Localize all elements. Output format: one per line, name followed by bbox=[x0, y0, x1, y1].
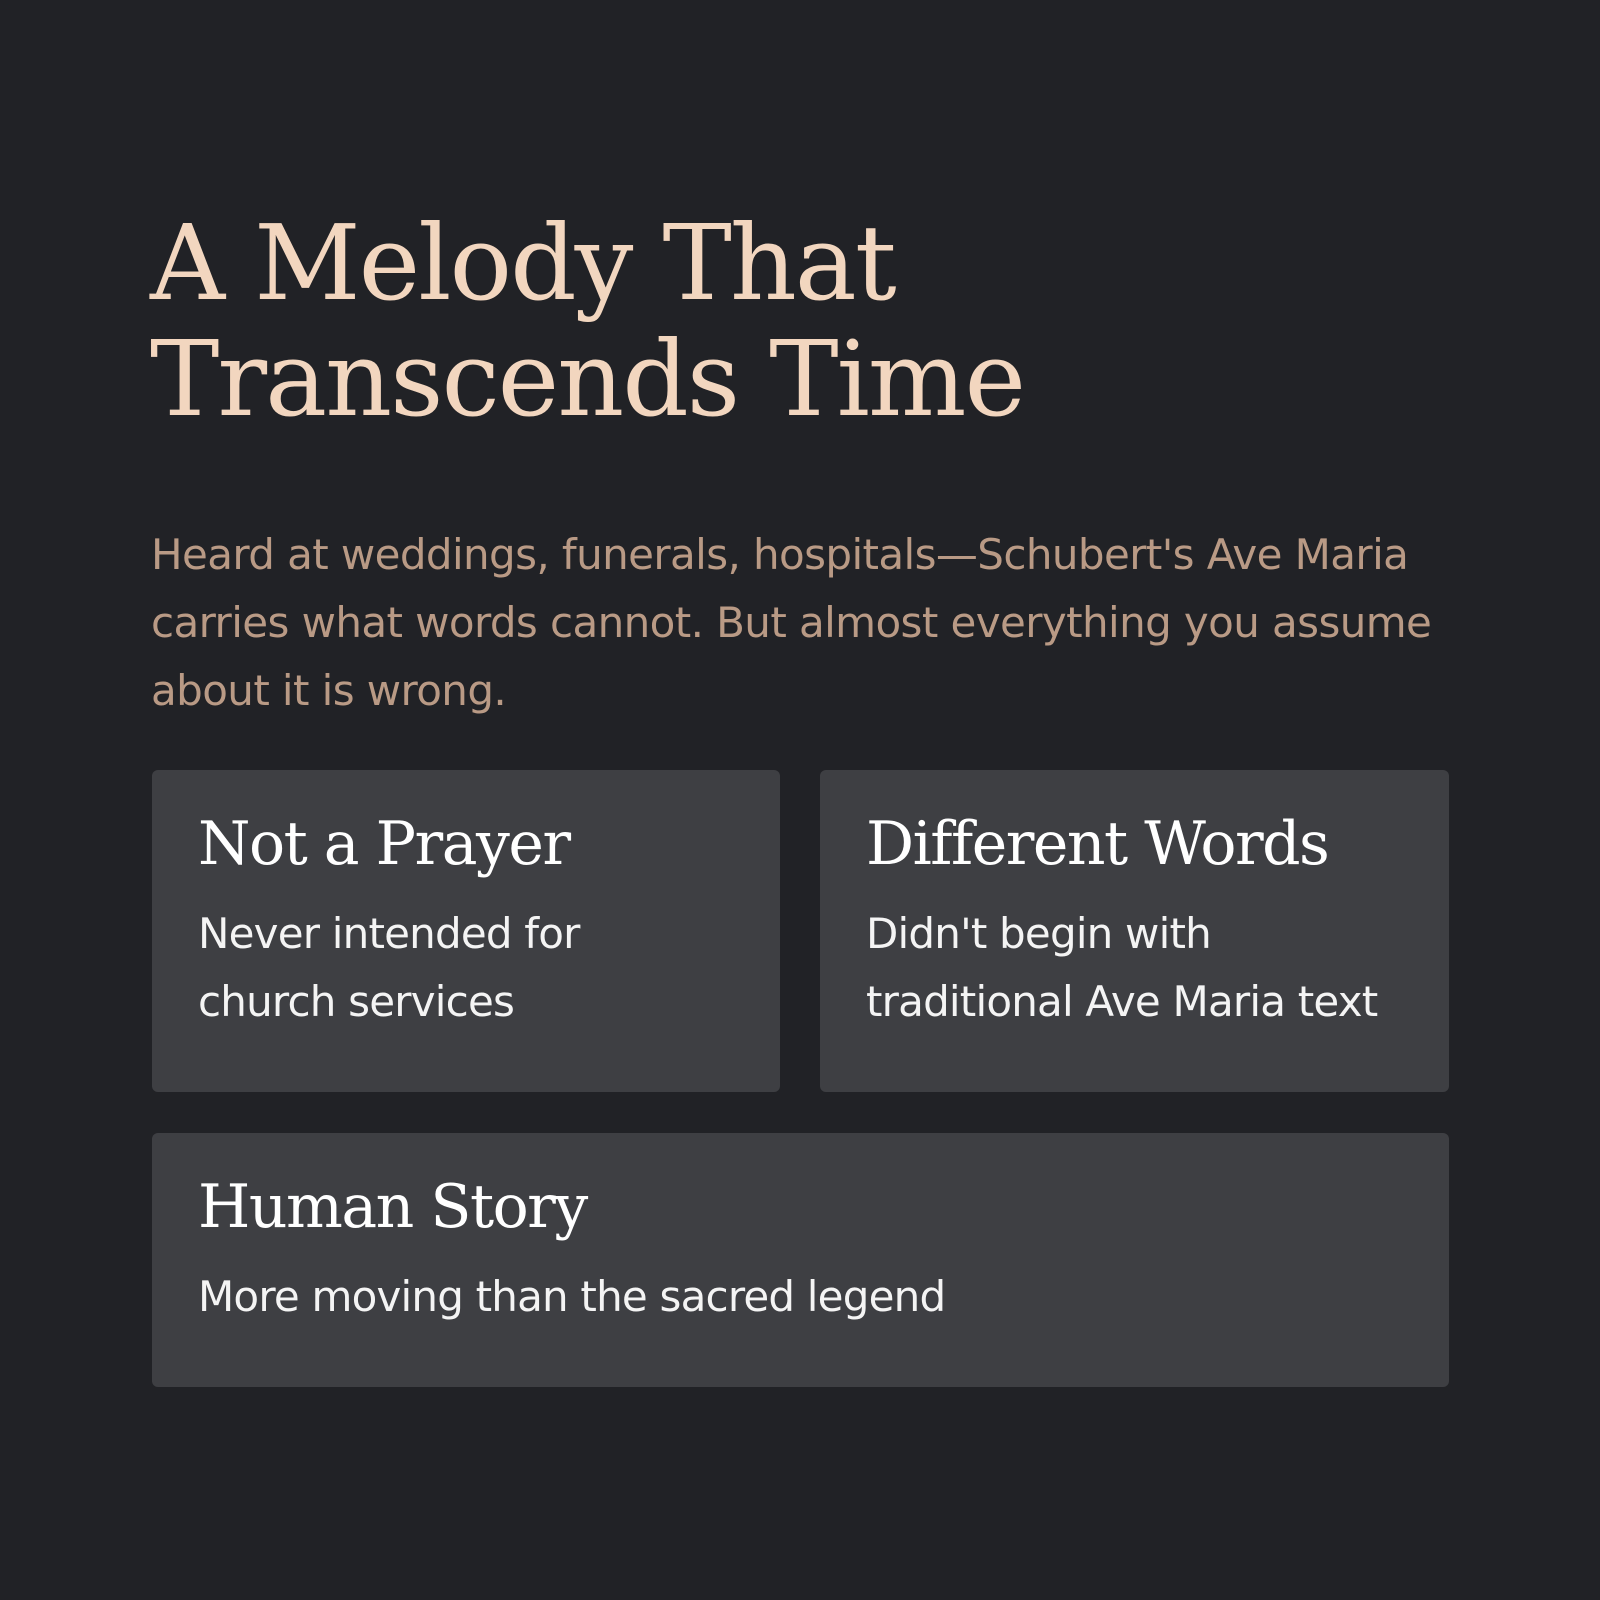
card-text: More moving than the sacred legend bbox=[198, 1272, 946, 1321]
card-text: Didn't begin with traditional Ave Maria text bbox=[866, 909, 1378, 1026]
card-title: Human Story bbox=[198, 1172, 587, 1242]
card-not-a-prayer bbox=[152, 770, 780, 1092]
intro-paragraph: Heard at weddings, funerals, hospitals—Schubert's Ave Maria carries what words cannot. But almost everything you assume about it is wrong. bbox=[151, 530, 1432, 715]
page-title: A Melody That Transcends Time bbox=[150, 202, 1025, 440]
card-text: Never intended for church services bbox=[198, 909, 580, 1026]
card-title: Different Words bbox=[866, 809, 1329, 879]
card-human-story bbox=[152, 1133, 1449, 1387]
card-different-words bbox=[820, 770, 1449, 1092]
card-title: Not a Prayer bbox=[198, 809, 570, 879]
